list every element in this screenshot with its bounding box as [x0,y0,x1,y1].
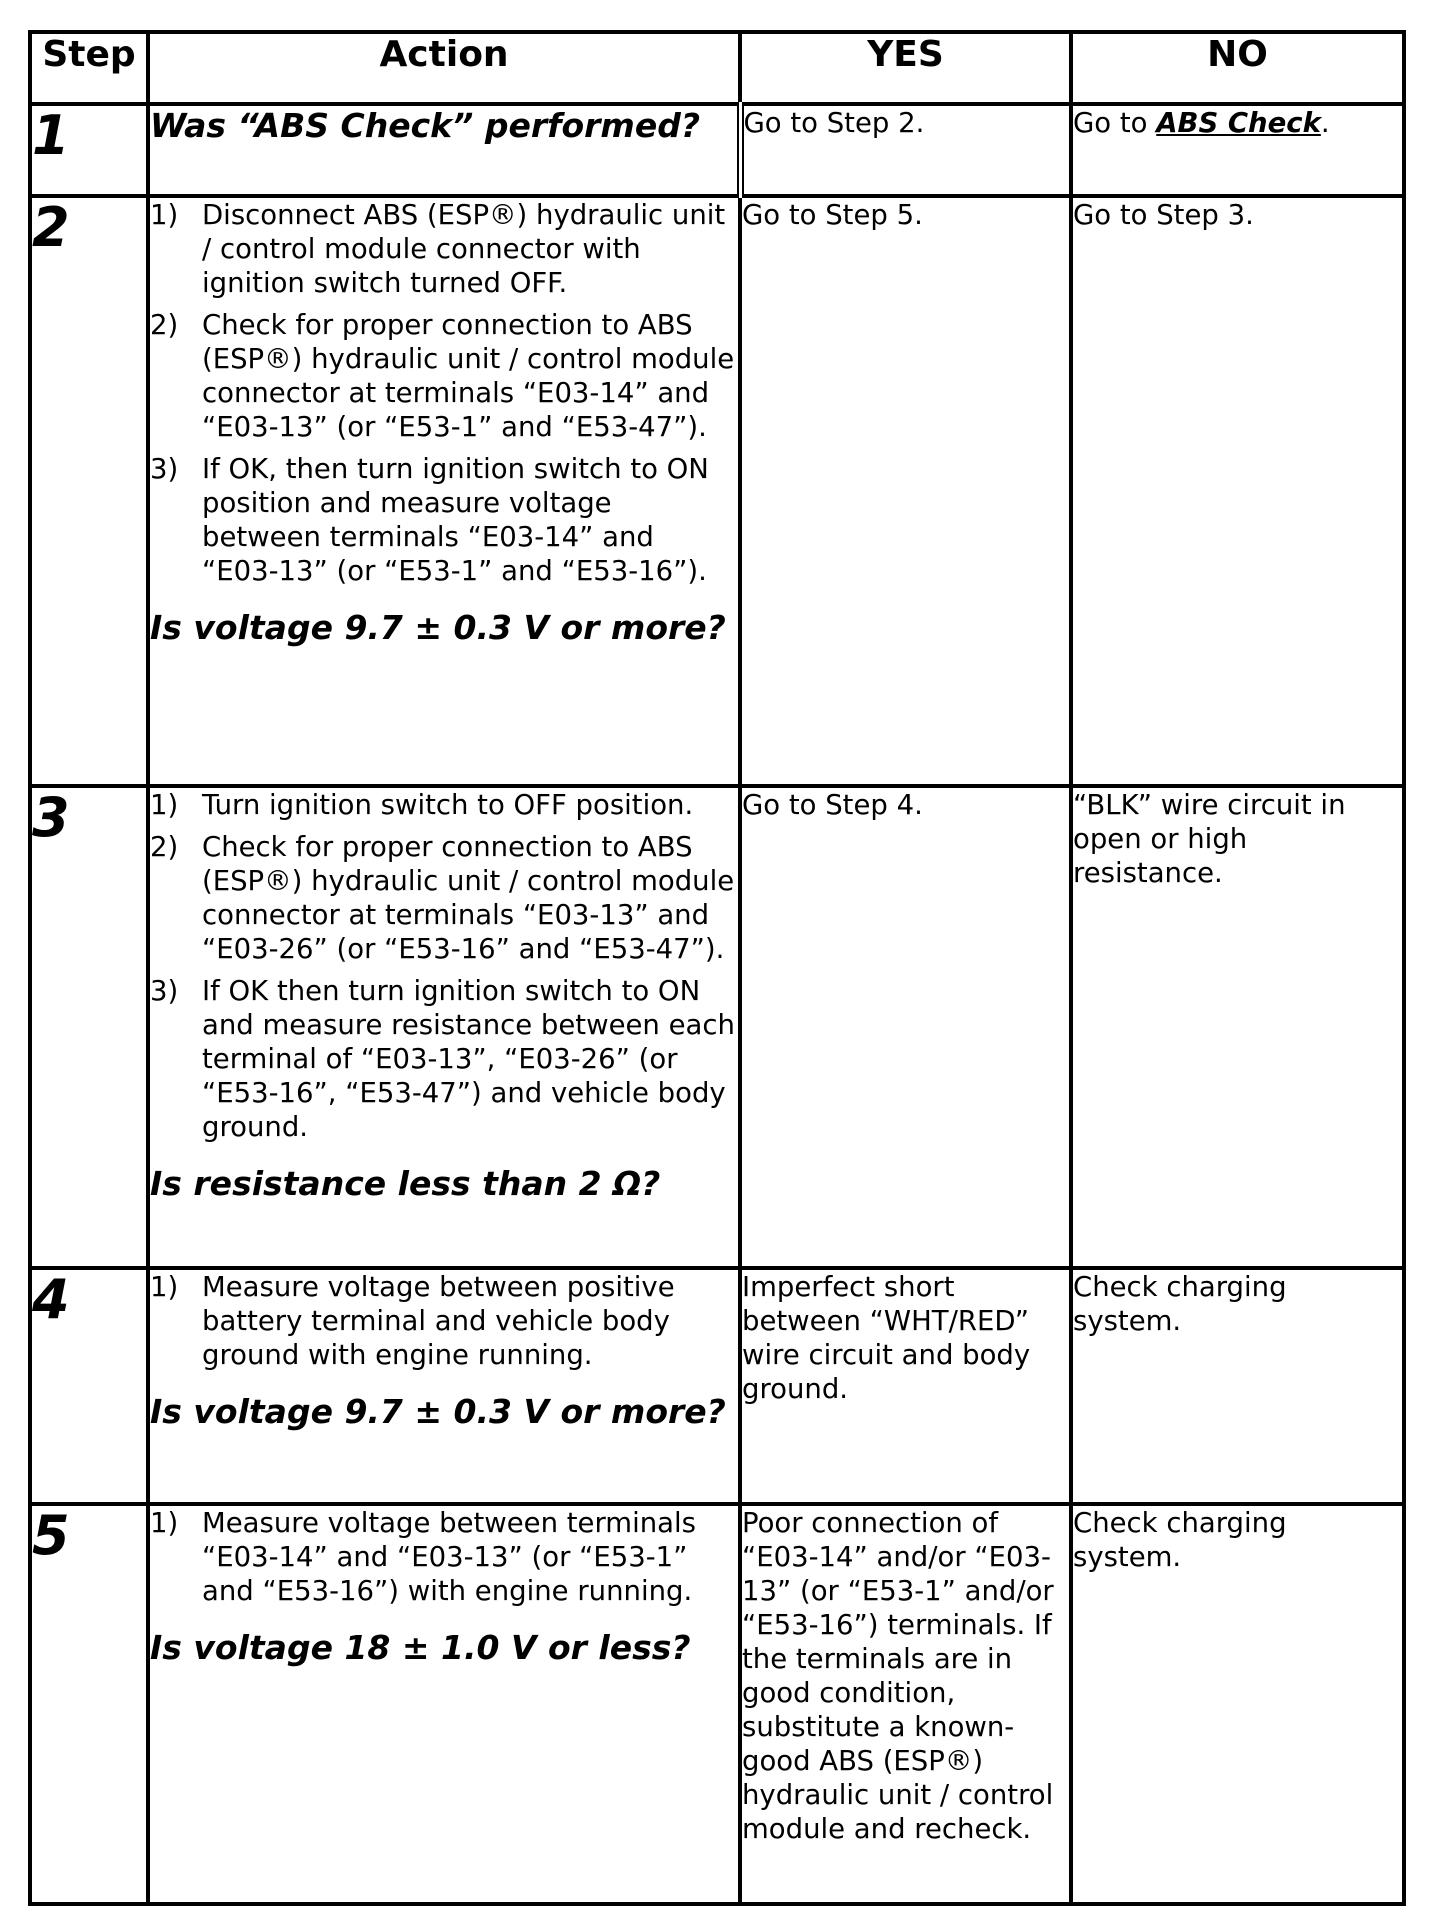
action-cell [148,196,740,786]
no-cell [1071,104,1404,196]
question: Is voltage 9.7 ± 0.3 V or more? [150,1392,726,1431]
yes-text: Poor connection of “E03-14” and/or “E03-13” (or “E53-1” and/or “E53-16”) terminals. If the terminals are in good condition, substitute a known-good ABS (ESP®) hydraulic unit / control module and recheck. [742,1507,1054,1845]
action-step-item: 1) Measure voltage between terminals “E03-14” and “E03-13” (or “E53-1” and “E53-16”) with engine running. [150,1507,696,1607]
step-cell [30,786,148,1268]
yes-text: Imperfect short between “WHT/RED” wire circuit and body ground. [742,1271,1031,1405]
yes-cell [740,786,1071,1268]
no-text: “BLK” wire circuit in open or high resistance. [1073,789,1346,889]
action-step-item: 1) Measure voltage between positive battery terminal and vehicle body ground with engine running. [150,1271,675,1371]
action-cell [148,104,740,196]
no-cell [1071,1268,1404,1504]
yes-cell [740,1504,1071,1904]
action-step-item: 1) Disconnect ABS (ESP®) hydraulic unit / control module connector with ignition switch turned OFF. [150,199,726,299]
action-step-item: 1) Turn ignition switch to OFF position. [150,789,694,821]
yes-cell [740,1268,1071,1504]
step-number: 5 [32,1504,70,1567]
abs-check-link[interactable]: ABS Check [1156,107,1321,139]
step-number: 1 [32,104,70,167]
action-steps [150,198,738,588]
action-cell [148,1504,740,1904]
no-text: Go to Step 3. [1073,199,1254,231]
no-cell [1071,1504,1404,1904]
no-text-suffix: . [1320,107,1330,139]
diagnostic-table [28,30,1406,1906]
no-cell [1071,196,1404,786]
question: Is voltage 9.7 ± 0.3 V or more? [150,608,726,647]
header-yes: YES [740,32,1071,104]
header-step: Step [30,32,148,104]
no-text: Check charging system. [1073,1271,1287,1337]
header-action: Action [148,32,740,104]
action-step-item: 2) Check for proper connection to ABS (ESP®) hydraulic unit / control module connector at terminals “E03-13” and “E03-26” (or “E53-16” and “E53-47”). [150,831,735,965]
action-step-item: 2) Check for proper connection to ABS (ESP®) hydraulic unit / control module connector at terminals “E03-14” and “E03-13” (or “E53-1” and “E53-47”). [150,309,735,443]
step-cell [30,104,148,196]
action-step-item: 3) If OK then turn ignition switch to ON and measure resistance between each terminal of “E03-13”, “E03-26” (or “E53-16”, “E53-47”) and vehicle body ground. [150,975,735,1143]
step-cell [30,1504,148,1904]
table-row [30,104,1404,196]
table-row [30,786,1404,1268]
question: Was “ABS Check” performed? [150,106,700,145]
step-number: 3 [32,786,70,849]
no-cell [1071,786,1404,1268]
yes-cell [740,104,1071,196]
no-text: Check charging system. [1073,1507,1287,1573]
header-row [30,32,1404,104]
action-steps [150,788,738,1144]
no-text-prefix: Go to [1073,107,1157,139]
question: Is resistance less than 2 Ω? [150,1164,661,1203]
yes-text: Go to Step 5. [742,199,923,231]
action-steps [150,1506,738,1608]
step-cell [30,196,148,786]
action-step-item: 3) If OK, then turn ignition switch to ON position and measure voltage between terminals “E03-14” and “E03-13” (or “E53-1” and “E53-16”). [150,453,709,587]
step-number: 4 [32,1268,70,1331]
yes-text: Go to Step 4. [742,789,923,821]
header-no: NO [1071,32,1404,104]
action-steps [150,1270,738,1372]
table-row [30,1504,1404,1904]
action-cell [148,1268,740,1504]
question: Is voltage 18 ± 1.0 V or less? [150,1628,691,1667]
yes-text: Go to Step 2. [743,107,925,139]
step-number: 2 [32,196,70,259]
table-row [30,196,1404,786]
yes-cell [740,196,1071,786]
action-cell [148,786,740,1268]
table-row [30,1268,1404,1504]
step-cell [30,1268,148,1504]
